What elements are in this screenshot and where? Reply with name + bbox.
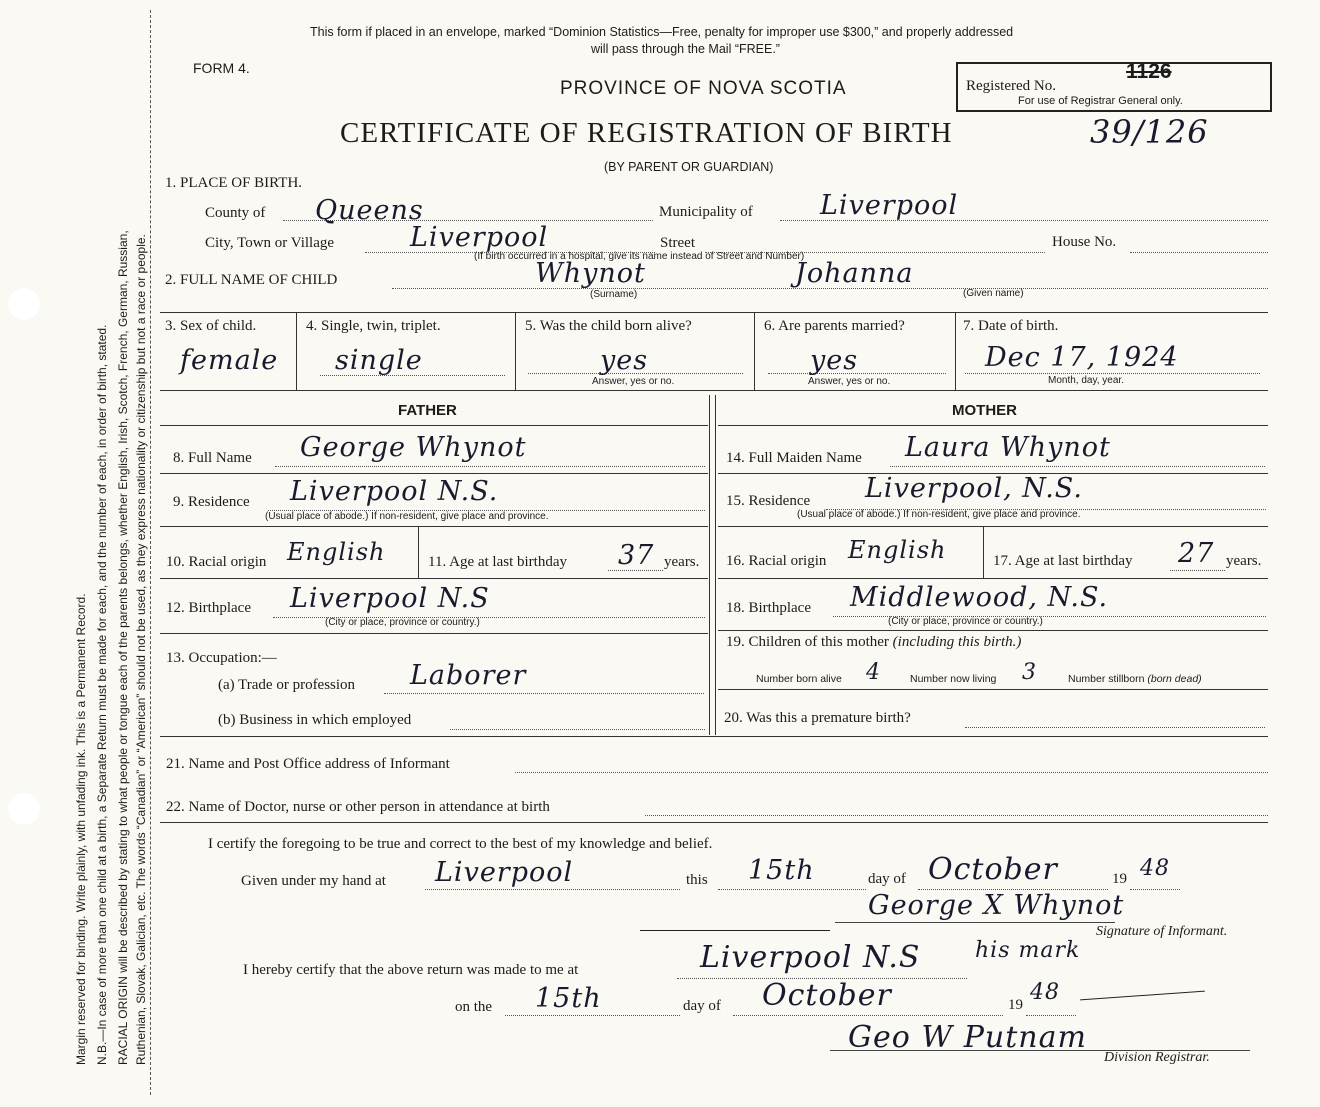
father-age-label: 11. Age at last birthday <box>428 554 567 570</box>
date-of-birth-caption: Month, day, year. <box>1048 375 1124 386</box>
registrar-use-note: For use of Registrar General only. <box>1018 95 1183 107</box>
father-race-value: English <box>287 538 386 566</box>
registrar-signature: Geo W Putnam <box>848 1020 1087 1055</box>
mother-race-label: 16. Racial origin <box>726 553 827 569</box>
municipality-value: Liverpool <box>820 190 959 221</box>
born-alive-count-label: Number born alive <box>756 673 842 685</box>
children-label <box>726 634 1021 651</box>
city-value: Liverpool <box>410 222 549 253</box>
father-race-label: 10. Racial origin <box>166 554 267 570</box>
mother-residence-value: Liverpool, N.S. <box>865 473 1083 504</box>
day-of-label: day of <box>868 871 906 887</box>
child-surname: Whynot <box>535 258 646 289</box>
sex-label: 3. Sex of child. <box>165 318 257 334</box>
province-heading: PROVINCE OF NOVA SCOTIA <box>560 78 847 99</box>
father-age-value: 37 <box>618 540 655 571</box>
parents-married-caption: Answer, yes or no. <box>808 376 891 387</box>
registrar-month-value: October <box>762 978 892 1013</box>
born-alive-value: yes <box>600 345 649 376</box>
plurality-value: single <box>335 345 423 376</box>
registrar-certify-statement: I hereby certify that the above return was made to me at <box>243 962 579 978</box>
year-prefix: 19 <box>1112 871 1127 887</box>
father-residence-caption: (Usual place of abode.) If non-resident, give place and province. <box>265 511 549 522</box>
sex-value: female <box>180 345 279 376</box>
plurality-label: 4. Single, twin, triplet. <box>306 318 441 334</box>
certificate-subtitle: (BY PARENT OR GUARDIAN) <box>604 160 774 174</box>
given-place-value: Liverpool <box>435 857 574 888</box>
hospital-note: (If birth occurred in a hospital, give its name instead of Street and Number) <box>474 251 805 262</box>
living-count-value: 3 <box>1022 660 1037 685</box>
informant-certify-statement: I certify the foregoing to be true and correct to the best of my knowledge and belief. <box>208 836 713 852</box>
county-label: County of <box>205 205 266 221</box>
date-of-birth-value: Dec 17, 1924 <box>985 342 1179 373</box>
signature-of-informant-caption: Signature of Informant. <box>1096 924 1228 939</box>
father-age-years: years. <box>664 554 700 570</box>
given-under-hand-label: Given under my hand at <box>241 873 386 889</box>
registrar-day-of-label: day of <box>683 998 721 1014</box>
mother-birthplace-value: Middlewood, N.S. <box>850 582 1109 613</box>
child-given-name: Johanna <box>795 258 914 289</box>
occupation-label: 13. Occupation:— <box>166 650 277 666</box>
parents-married-label: 6. Are parents married? <box>764 318 905 334</box>
mother-residence-label: 15. Residence <box>726 493 811 509</box>
margin-note-4: Ruthenian, Slovak, Galician, etc. The words “Canadian” or “American” should not be used, as they express nationality or citizenship but not a race or people. <box>134 234 148 1065</box>
father-name-label: 8. Full Name <box>173 450 252 466</box>
binding-margin-line <box>150 10 151 1095</box>
mother-name-label: 14. Full Maiden Name <box>726 450 862 466</box>
mother-birthplace-caption: (City or place, province or country.) <box>888 616 1043 627</box>
registered-number-stamp: 1126 <box>1126 60 1172 83</box>
registered-no-label: Registered No. <box>966 78 1056 94</box>
premature-label: 20. Was this a premature birth? <box>724 710 911 726</box>
street-label: Street <box>660 235 695 251</box>
trade-label: (a) Trade or profession <box>218 677 356 693</box>
mother-heading: MOTHER <box>952 402 1017 419</box>
handwritten-registration-number: 39/126 <box>1090 113 1209 151</box>
house-number-label: House No. <box>1052 234 1117 250</box>
form-number: FORM 4. <box>193 60 250 76</box>
punch-hole-bottom <box>8 793 40 825</box>
punch-hole-top <box>8 288 40 320</box>
born-alive-count-value: 4 <box>866 660 881 685</box>
mother-race-value: English <box>848 536 947 564</box>
father-birthplace-label: 12. Birthplace <box>166 600 251 616</box>
father-residence-label: 9. Residence <box>173 494 250 510</box>
mother-residence-caption: (Usual place of abode.) If non-resident, give place and province. <box>797 509 1081 520</box>
children-label-note: (including this birth.) <box>892 634 1022 650</box>
informant-address-label: 21. Name and Post Office address of Informant <box>166 756 450 772</box>
registrar-place-value: Liverpool N.S <box>700 940 921 975</box>
margin-note-3: RACIAL ORIGIN will be described by stating to what people or tongue each of the parents belongs, whether English, Irish, Scotch, French, German, Russian, <box>116 230 130 1065</box>
parents-married-value: yes <box>810 345 859 376</box>
city-label: City, Town or Village <box>205 235 335 251</box>
informant-mark-note: his mark <box>975 938 1081 963</box>
mother-age-years: years. <box>1226 553 1262 569</box>
informant-signature: George X Whynot <box>868 890 1125 921</box>
stillborn-label-note: (born dead) <box>1147 673 1202 685</box>
surname-caption: (Surname) <box>590 289 638 300</box>
living-count-label: Number now living <box>910 673 997 685</box>
stillborn-count-label <box>1068 673 1202 685</box>
mother-birthplace-label: 18. Birthplace <box>726 600 811 616</box>
child-name-label: 2. FULL NAME OF CHILD <box>165 272 338 288</box>
stillborn-label-text: Number stillborn <box>1068 673 1145 685</box>
mother-age-label: 17. Age at last birthday <box>993 553 1133 569</box>
date-of-birth-label: 7. Date of birth. <box>963 318 1059 334</box>
postal-notice-1: This form if placed in an envelope, marked “Dominion Statistics—Free, penalty for improper use $300,” and properly addressed <box>310 25 1014 39</box>
given-day-value: 15th <box>748 855 815 886</box>
born-alive-caption: Answer, yes or no. <box>592 376 675 387</box>
business-label: (b) Business in which employed <box>218 712 412 728</box>
trade-value: Laborer <box>410 660 527 691</box>
born-alive-label: 5. Was the child born alive? <box>525 318 692 334</box>
father-birthplace-value: Liverpool N.S <box>290 583 490 614</box>
place-of-birth-label: 1. PLACE OF BIRTH. <box>165 175 303 191</box>
margin-note-1: Margin reserved for binding. Write plainly, with unfading ink. This is a Permanent Record. <box>74 593 88 1065</box>
this-label: this <box>686 872 708 888</box>
father-name-value: George Whynot <box>300 432 527 463</box>
registrar-day-value: 15th <box>535 983 602 1014</box>
certificate-title: CERTIFICATE OF REGISTRATION OF BIRTH <box>340 117 953 149</box>
registrar-year-prefix: 19 <box>1008 997 1023 1013</box>
father-heading: FATHER <box>398 402 457 419</box>
postal-notice-2: will pass through the Mail “FREE.” <box>591 42 780 56</box>
mother-age-value: 27 <box>1178 538 1215 569</box>
father-residence-value: Liverpool N.S. <box>290 476 499 507</box>
margin-note-2: N.B.—In case of more than one child at a birth, a Separate Return must be made for each, and the number of each, in order of birth, stated. <box>95 324 109 1065</box>
county-value: Queens <box>315 195 424 226</box>
given-year-value: 48 <box>1140 856 1170 881</box>
division-registrar-caption: Division Registrar. <box>1104 1050 1210 1065</box>
municipality-label: Municipality of <box>659 204 753 220</box>
given-name-caption: (Given name) <box>963 288 1024 299</box>
children-label-text: 19. Children of this mother <box>726 634 889 650</box>
doctor-label: 22. Name of Doctor, nurse or other person in attendance at birth <box>166 799 550 815</box>
given-month-value: October <box>928 852 1058 887</box>
father-birthplace-caption: (City or place, province or country.) <box>325 617 480 628</box>
on-the-label: on the <box>455 999 493 1015</box>
mother-name-value: Laura Whynot <box>905 432 1111 463</box>
registrar-year-value: 48 <box>1030 980 1060 1005</box>
